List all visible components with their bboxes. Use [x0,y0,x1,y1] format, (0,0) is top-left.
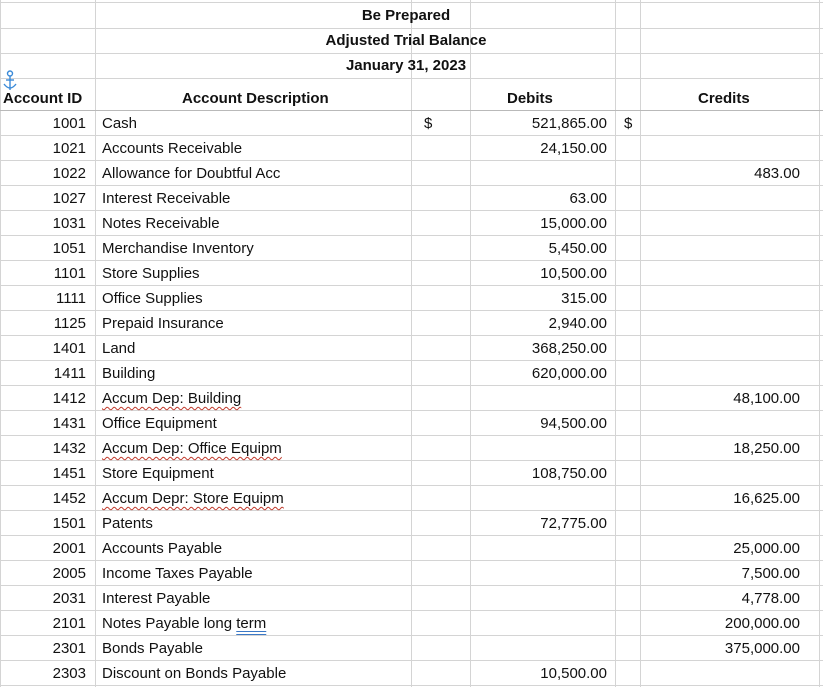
column-header-account-id: Account ID [3,90,83,107]
account-description-cell: Office Equipment [102,415,217,432]
credit-amount-cell [640,286,800,311]
credit-amount-cell [640,236,800,261]
account-id-cell: 1051 [52,240,86,257]
credit-amount-cell [640,111,800,136]
account-description-cell: Merchandise Inventory [102,240,254,257]
account-id-cell: 2301 [52,640,86,657]
account-id-cell: 1021 [52,140,86,157]
grid-line [819,0,820,687]
account-description-cell [102,611,266,636]
grid-line [95,0,96,687]
debit-amount-cell [470,486,607,511]
credit-amount-cell [640,661,800,686]
credit-amount-cell [640,511,800,536]
account-id-cell: 1451 [52,465,86,482]
debit-amount-cell [470,436,607,461]
credit-amount-cell: 18,250.00 [733,440,800,457]
account-id-cell: 1031 [52,215,86,232]
account-description-cell: Building [102,365,156,382]
credit-amount-cell [640,336,800,361]
account-description-cell: Interest Payable [102,590,211,607]
credit-amount-cell: 25,000.00 [733,540,800,557]
account-description-cell: Store Supplies [102,265,200,282]
account-description-cell: Accounts Receivable [102,140,243,157]
credit-amount-cell [640,361,800,386]
account-id-cell: 2005 [52,565,86,582]
account-id-cell: 2303 [52,665,86,682]
debit-amount-cell: 2,940.00 [548,315,607,332]
account-id-cell: 1452 [52,490,86,507]
debit-amount-cell: 368,250.00 [531,340,607,357]
debit-amount-cell [470,561,607,586]
debit-amount-cell [470,611,607,636]
debit-amount-cell [470,386,607,411]
debit-amount-cell: 315.00 [561,290,607,307]
credit-amount-cell: 375,000.00 [724,640,800,657]
credit-amount-cell [640,311,800,336]
column-header-debits: Debits [507,90,553,107]
account-description-cell: Prepaid Insurance [102,315,224,332]
account-description-underlined-word: term [236,615,267,632]
report-date: January 31, 2023 [345,57,467,74]
column-header-credits: Credits [698,90,750,107]
account-description-cell: Accum Depr: Store Equipm [102,490,284,507]
account-description-cell: Allowance for Doubtful Acc [102,165,281,182]
debit-amount-cell: 521,865.00 [531,115,607,132]
account-id-cell: 2001 [52,540,86,557]
credit-amount-cell [640,261,800,286]
grid-line [0,78,823,79]
column-header-account-description: Account Description [182,90,329,107]
credit-amount-cell: 200,000.00 [724,615,800,632]
account-id-cell: 1022 [52,165,86,182]
grid-line [615,0,616,687]
credit-amount-cell: 483.00 [754,165,800,182]
company-name: Be Prepared [361,7,451,24]
account-id-cell: 1431 [52,415,86,432]
debit-amount-cell: 94,500.00 [540,415,607,432]
report-title: Adjusted Trial Balance [325,32,487,49]
account-description-cell: Income Taxes Payable [102,565,253,582]
account-id-cell: 2101 [52,615,86,632]
debit-amount-cell [470,536,607,561]
debit-amount-cell: 15,000.00 [540,215,607,232]
credit-amount-cell [640,411,800,436]
account-description-cell: Land [102,340,136,357]
grid-line [411,0,412,687]
credit-amount-cell: 48,100.00 [733,390,800,407]
account-id-cell: 1401 [52,340,86,357]
debit-amount-cell: 24,150.00 [540,140,607,157]
account-id-cell: 1432 [52,440,86,457]
account-id-cell: 2031 [52,590,86,607]
debit-amount-cell: 63.00 [569,190,607,207]
credit-amount-cell: 4,778.00 [741,590,800,607]
credit-amount-cell [640,211,800,236]
debit-amount-cell [470,161,607,186]
account-description-cell: Accum Dep: Office Equipm [102,440,282,457]
account-id-cell: 1001 [52,115,86,132]
credit-amount-cell [640,461,800,486]
account-id-cell: 1111 [55,290,86,307]
account-description-cell: Interest Receivable [102,190,231,207]
account-description-cell: Accum Dep: Building [102,390,242,407]
debit-amount-cell: 108,750.00 [531,465,607,482]
grid-line [0,0,1,687]
account-id-cell: 1027 [52,190,86,207]
debit-amount-cell: 72,775.00 [540,515,607,532]
debit-amount-cell: 5,450.00 [548,240,607,257]
account-description-text: Notes Payable long [102,615,237,632]
account-description-cell: Bonds Payable [102,640,203,657]
account-description-cell: Store Equipment [102,465,214,482]
account-id-cell: 1412 [52,390,86,407]
account-id-cell: 1125 [53,315,86,332]
account-id-cell: 1411 [53,365,86,382]
credit-amount-cell [640,136,800,161]
credit-currency-symbol: $ [624,115,633,132]
debit-currency-symbol: $ [424,115,433,132]
credit-amount-cell [640,186,800,211]
account-description-cell: Office Supplies [102,290,203,307]
account-description-cell: Discount on Bonds Payable [102,665,287,682]
account-description-cell: Patents [102,515,153,532]
debit-amount-cell: 10,500.00 [540,665,607,682]
credit-amount-cell: 7,500.00 [741,565,800,582]
debit-amount-cell: 620,000.00 [531,365,607,382]
account-description-cell: Accounts Payable [102,540,223,557]
debit-amount-cell [470,586,607,611]
debit-amount-cell: 10,500.00 [540,265,607,282]
debit-amount-cell [470,636,607,661]
account-description-cell: Cash [102,115,138,132]
credit-amount-cell: 16,625.00 [733,490,800,507]
account-description-cell: Notes Receivable [102,215,220,232]
account-id-cell: 1501 [52,515,86,532]
account-id-cell: 1101 [53,265,86,282]
